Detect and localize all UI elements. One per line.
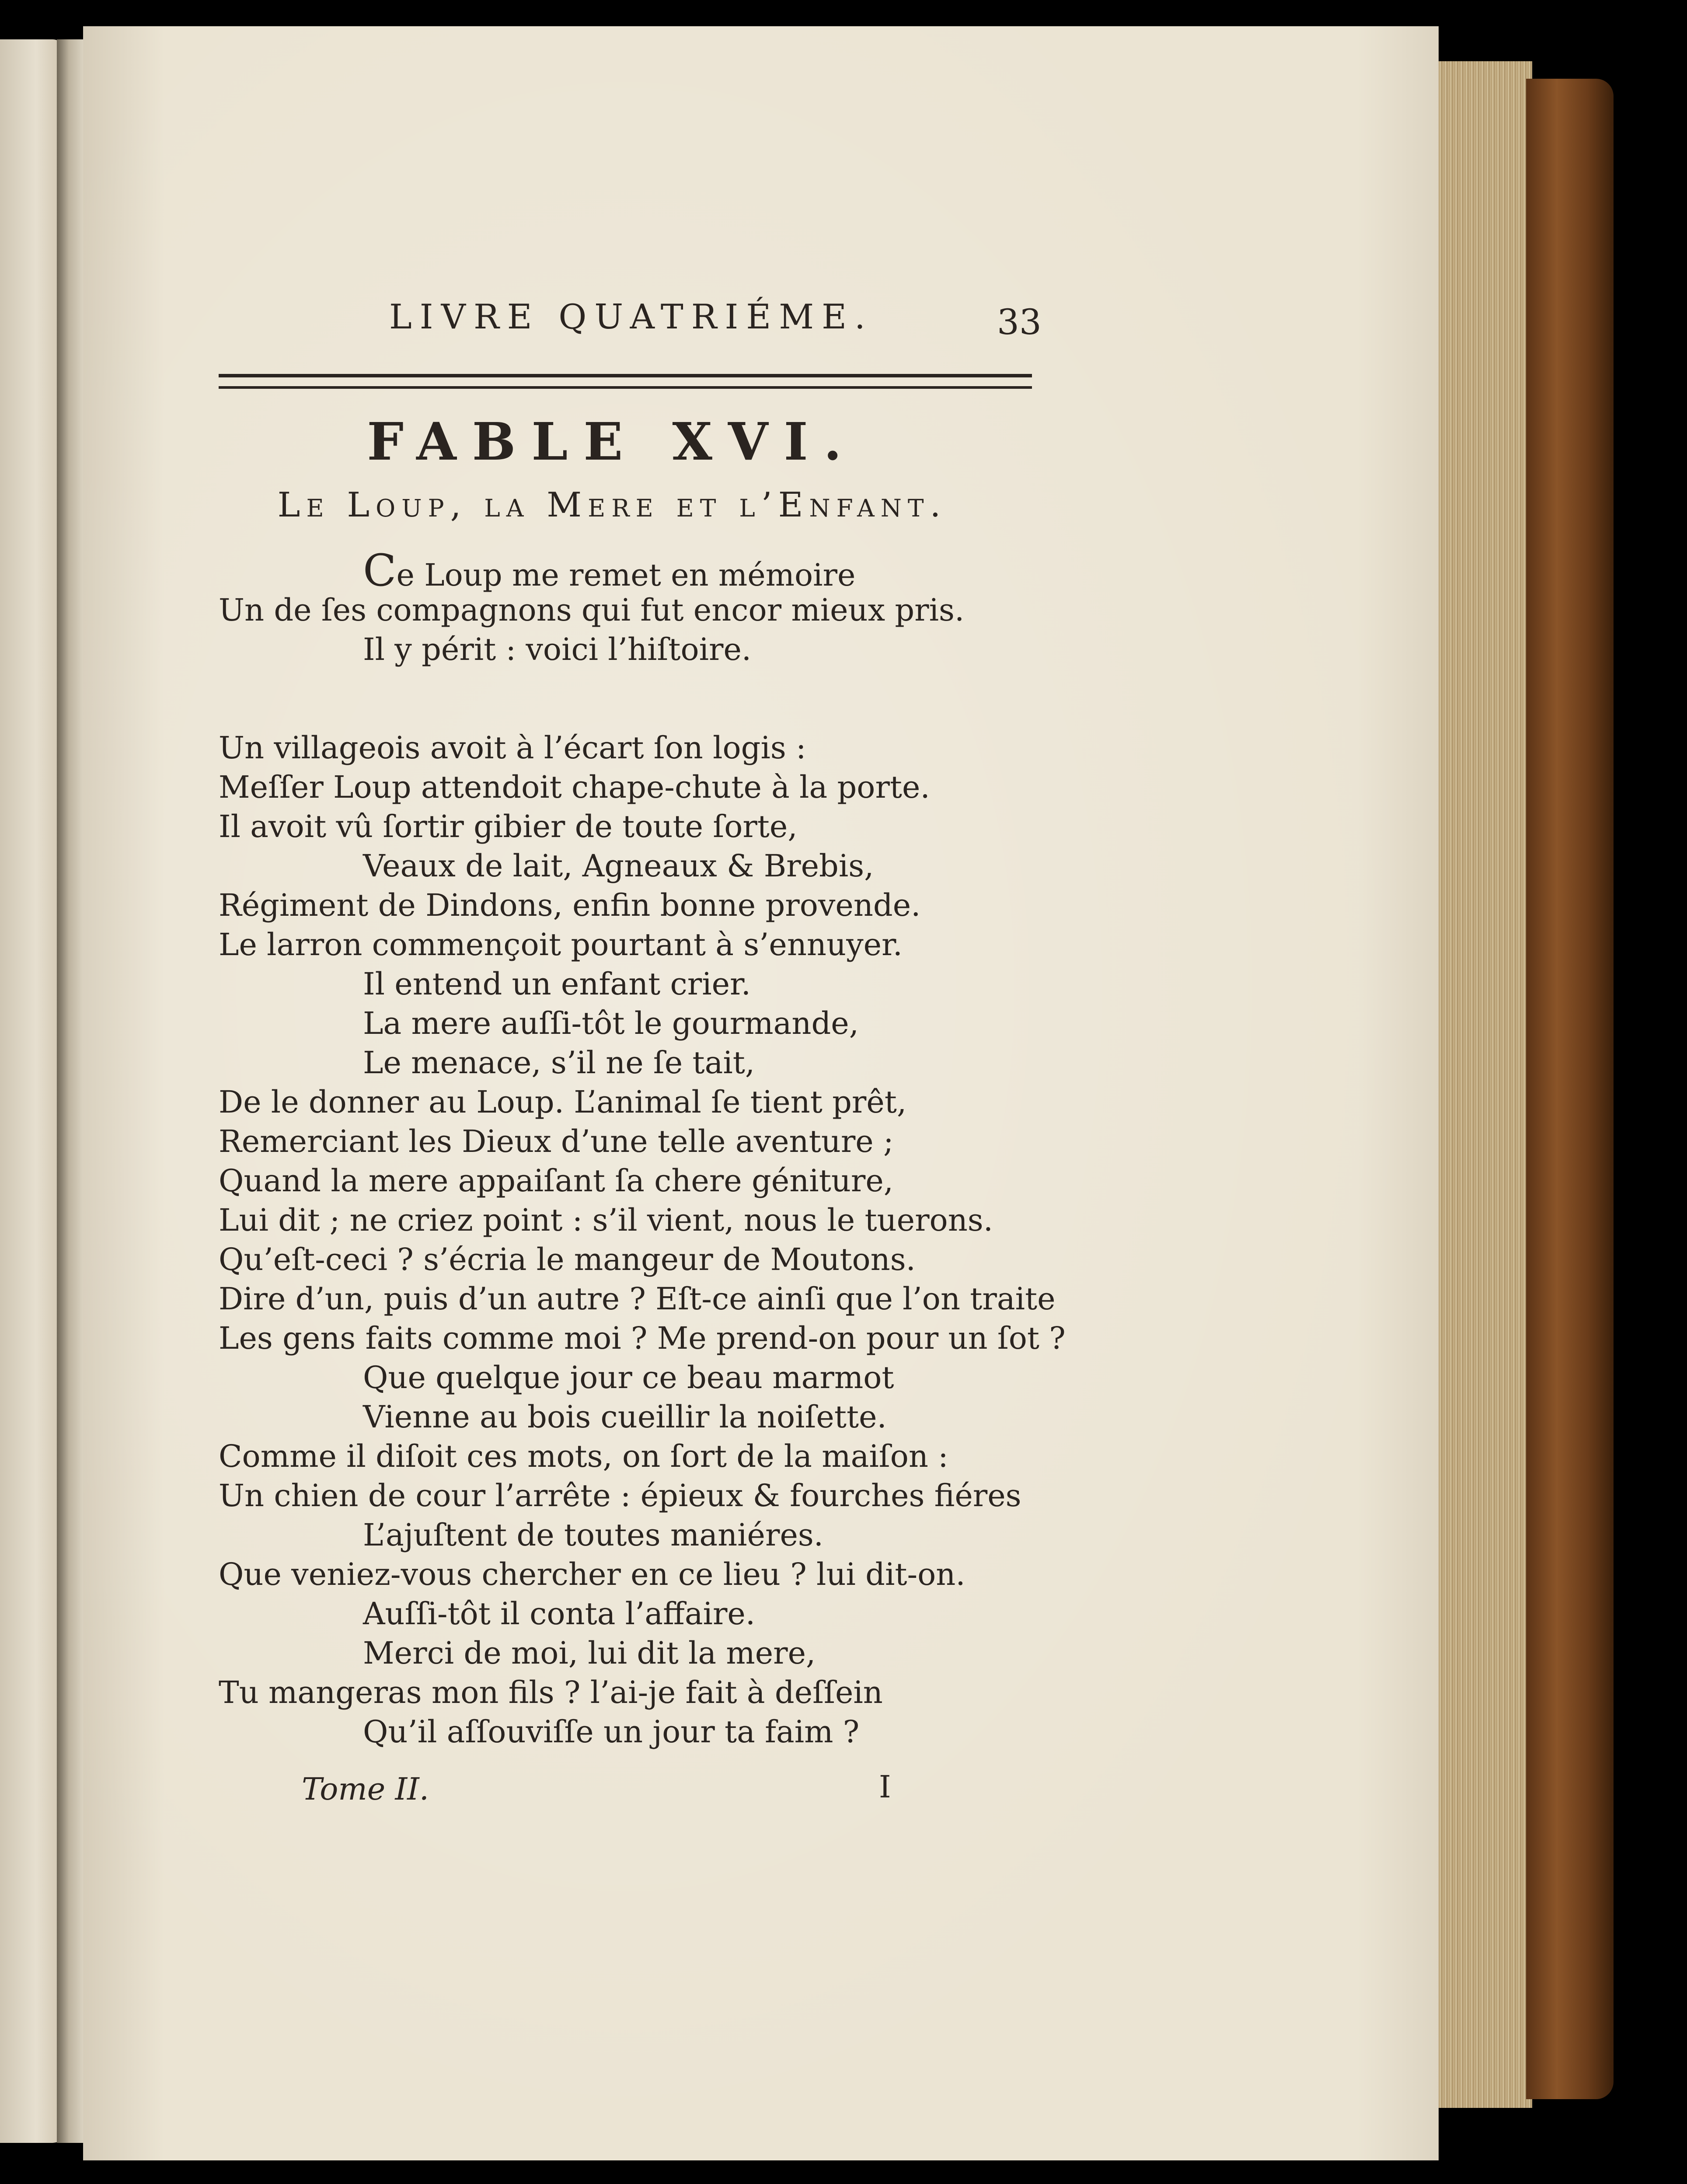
poem-line: Le menace, s’il ne ſe tait, (363, 1045, 755, 1081)
poem-line (219, 545, 1049, 596)
poem-line: Il avoit vû ſortir gibier de toute ſorte, (219, 809, 798, 844)
poem-line: Qu’il aſſouviſſe un jour ta faim ? (363, 1714, 860, 1750)
left-page-edge (0, 39, 66, 2143)
footer-signature-mark: I (879, 1769, 891, 1805)
poem-line: Le larron commençoit pourtant à s’ennuyer. (219, 927, 903, 963)
poem-line: Qu’eſt-ceci ? s’écria le mangeur de Moutons. (219, 1242, 916, 1277)
poem-line: Un villageois avoit à l’écart ſon logis : (219, 730, 806, 766)
poem-line: L’ajuſtent de toutes maniéres. (363, 1517, 824, 1553)
poem-line: Vienne au bois cueillir la noiſette. (363, 1399, 887, 1435)
footer-tome: Tome II. (302, 1771, 429, 1807)
poem-line: De le donner au Loup. L’animal ſe tient prêt, (219, 1084, 907, 1120)
poem-line: Il y périt : voici l’hiſtoire. (363, 631, 752, 667)
poem-line: Un de ſes compagnons qui fut encor mieux pris. (219, 592, 965, 628)
poem-line: Tu mangeras mon fils ? l’ai-je fait à deſſein (219, 1675, 883, 1710)
poem-line: Il entend un enfant crier. (363, 966, 751, 1002)
poem-line: La mere auſſi-tôt le gourmande, (363, 1005, 859, 1041)
poem-line: Dire d’un, puis d’un autre ? Eſt-ce ainſi que l’on traite (219, 1281, 1056, 1317)
poem-body (219, 545, 1066, 1751)
leather-cover (1526, 79, 1614, 2099)
drop-cap: C (363, 545, 397, 596)
poem-line: Que quelque jour ce beau marmot (363, 1360, 894, 1396)
poem-line: Les gens faits comme moi ? Me prend-on pour un ſot ? (219, 1320, 1066, 1356)
poem-line: Auſſi-tôt il conta l’affaire. (363, 1596, 756, 1632)
poem-line: Merci de moi, lui dit la mere, (363, 1635, 816, 1671)
poem-line: Quand la mere appaiſant ſa chere géniture, (219, 1163, 894, 1199)
poem-line: Régiment de Dindons, enfin bonne provende. (219, 887, 921, 923)
page-number: 33 (997, 302, 1042, 342)
page-text-block (83, 26, 1439, 2160)
running-head: LIVRE QUATRIÉME. (389, 297, 873, 337)
poem-line: Que veniez-vous chercher en ce lieu ? lui dit-on. (219, 1556, 965, 1592)
fable-title: FABLE XVI. (367, 411, 857, 472)
page-fore-edge (1426, 61, 1532, 2108)
poem-line: Lui dit ; ne criez point : s’il vient, nous le tuerons. (219, 1202, 993, 1238)
poem-line: Meſſer Loup attendoit chape-chute à la porte. (219, 769, 930, 805)
fable-subtitle: Le Loup, la Mere et l’Enfant. (277, 485, 947, 525)
poem-line: Remerciant les Dieux d’une telle aventure ; (219, 1123, 894, 1159)
poem-line-text: e Loup me remet en mémoire (396, 557, 856, 593)
poem-line: Un chien de cour l’arrête : épieux & fourches fiéres (219, 1478, 1021, 1514)
header-rule (219, 374, 1032, 389)
poem-line: Veaux de lait, Agneaux & Brebis, (363, 848, 874, 884)
book-page (83, 26, 1439, 2160)
poem-line: Comme il diſoit ces mots, on ſort de la maiſon : (219, 1438, 948, 1474)
